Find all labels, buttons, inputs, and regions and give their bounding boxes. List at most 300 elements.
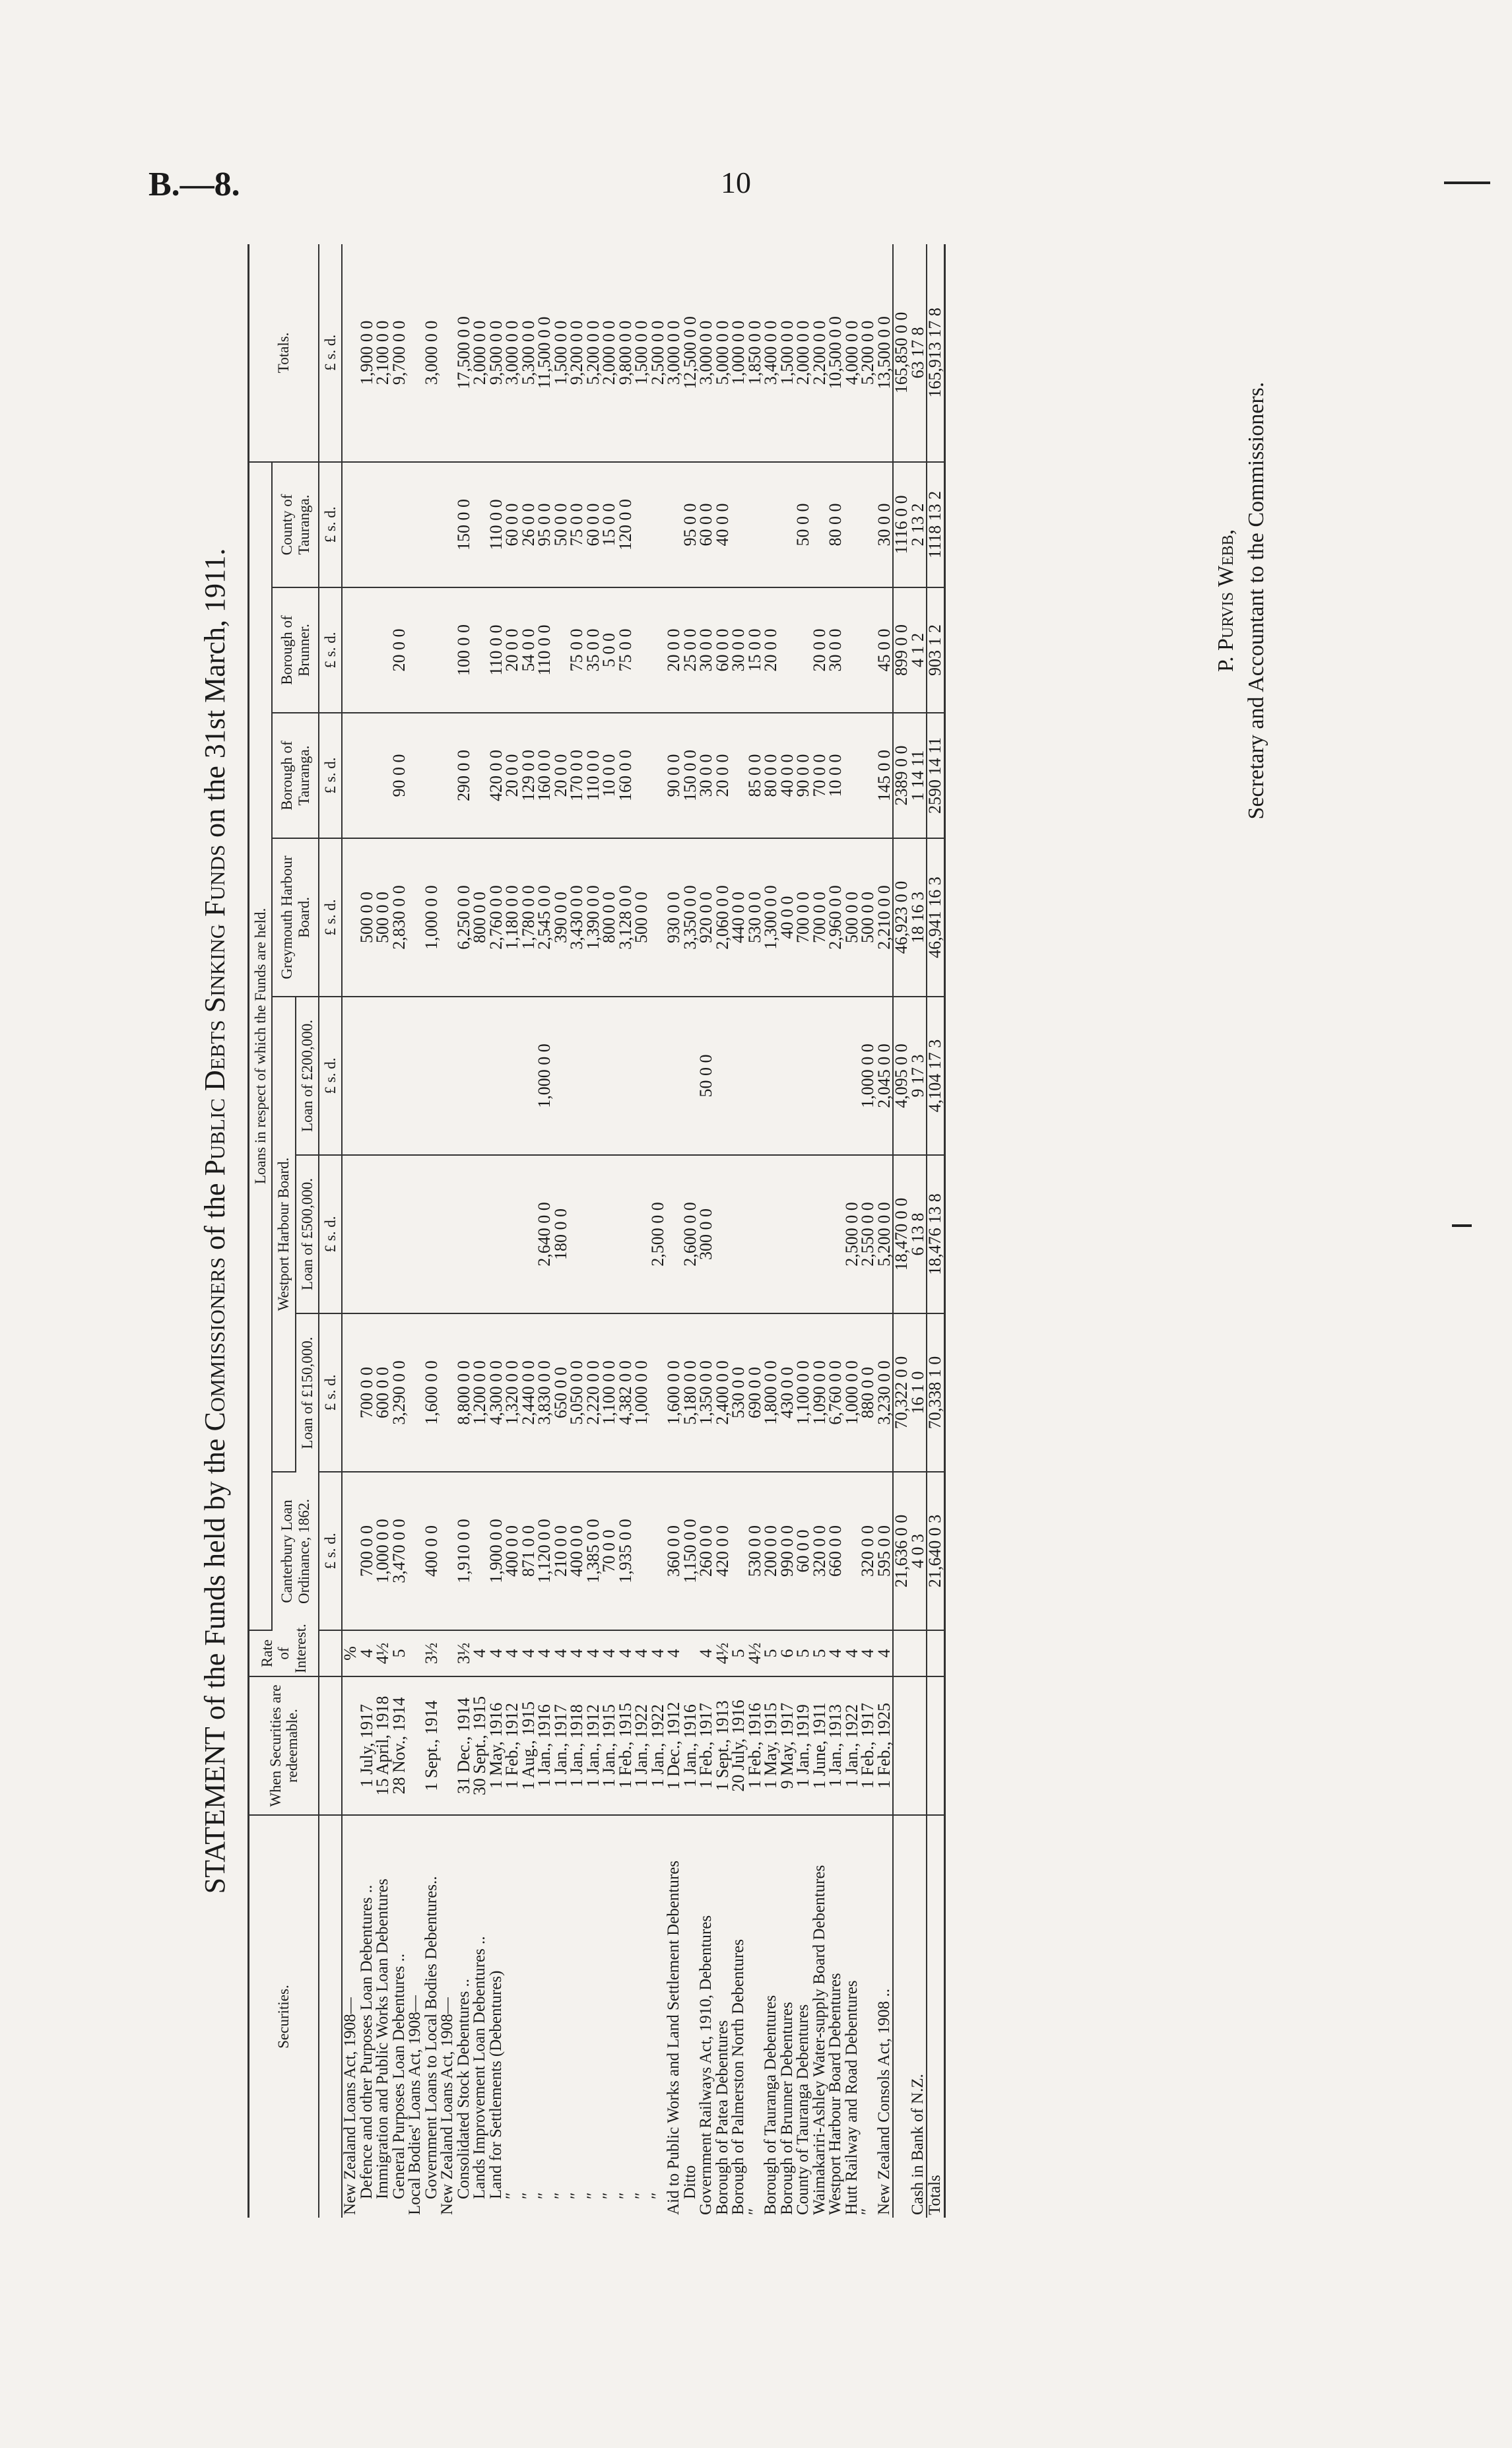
westport-500-cell: 2,550 0 0 (860, 1155, 876, 1313)
westport-500-cell (715, 1155, 731, 1313)
greymouth-cell: 930 0 0 (666, 838, 682, 997)
brunner-cell: 54 0 0 (521, 587, 537, 713)
table-row (618, 244, 634, 2218)
greymouth-cell: 2,545 0 0 (537, 838, 553, 997)
westport-500-cell (488, 1155, 505, 1313)
westport-150-cell: 2,440 0 0 (521, 1313, 537, 1472)
greymouth-cell: 390 0 0 (553, 838, 570, 997)
security-cell: Westport Harbour Board Debentures (826, 1973, 845, 2215)
security-cell: Borough of Palmerston North Debentures (729, 1939, 748, 2215)
table-row (359, 244, 376, 2218)
westport-200-cell (391, 997, 408, 1155)
tauranga-county-cell: 95 0 0 (537, 462, 553, 587)
westport-500-cell: 5,200 0 0 (876, 1155, 894, 1313)
table-row (927, 244, 944, 2218)
total-cell: 1,000 0 0 (731, 244, 747, 462)
canterbury-cell (472, 1472, 488, 1630)
westport-150-cell: 530 0 0 (731, 1313, 747, 1472)
table-row (876, 244, 894, 2218)
canterbury-cell (407, 1472, 424, 1630)
greymouth-cell: 1,780 0 0 (521, 838, 537, 997)
greymouth-cell: 1,180 0 0 (504, 838, 521, 997)
canterbury-cell: 595 0 0 (876, 1472, 894, 1630)
security-cell: New Zealand Loans Act, 1908— (438, 1997, 457, 2215)
tauranga-borough-cell: 150 0 0 (682, 713, 699, 838)
canterbury-cell: 21,636 0 0 (893, 1472, 910, 1630)
tauranga-county-cell (472, 462, 488, 587)
westport-200-cell (424, 997, 440, 1155)
tauranga-borough-cell (359, 713, 376, 838)
westport-500-cell (812, 1155, 828, 1313)
canterbury-cell: 871 0 0 (521, 1472, 537, 1630)
rate-cell: 4 (521, 1630, 537, 1676)
tauranga-borough-cell (375, 713, 391, 838)
westport-500-cell: 2,500 0 0 (650, 1155, 667, 1313)
brunner-cell: 899 0 0 (893, 587, 910, 713)
security-cell: ″ (600, 2192, 618, 2199)
greymouth-cell: 700 0 0 (795, 838, 812, 997)
rate-cell: 4 (569, 1630, 585, 1676)
westport-200-cell (585, 997, 602, 1155)
table-row (731, 244, 747, 2218)
brunner-cell (407, 587, 424, 713)
rate-cell: 4 (666, 1630, 682, 1676)
canterbury-cell (731, 1472, 747, 1630)
tauranga-county-cell (391, 462, 408, 587)
westport-500-cell (666, 1155, 682, 1313)
tauranga-county-cell (375, 462, 391, 587)
units-label: £ s. d. (319, 1155, 342, 1313)
total-cell: 10,500 0 0 (828, 244, 844, 462)
tauranga-county-cell: 30 0 0 (876, 462, 894, 587)
canterbury-cell: 260 0 0 (698, 1472, 715, 1630)
westport-500-cell: 300 0 0 (698, 1155, 715, 1313)
westport-150-cell: 8,800 0 0 (456, 1313, 473, 1472)
table-row (440, 244, 456, 2218)
brunner-cell: 60 0 0 (715, 587, 731, 713)
tauranga-county-cell: 110 0 0 (488, 462, 505, 587)
canterbury-cell: 210 0 0 (553, 1472, 570, 1630)
table-row (342, 244, 359, 2218)
brunner-cell: 20 0 0 (504, 587, 521, 713)
table-row (424, 244, 440, 2218)
security-cell: New Zealand Loans Act, 1908— (341, 1997, 360, 2215)
tauranga-borough-cell: 20 0 0 (553, 713, 570, 838)
tauranga-county-cell (342, 462, 359, 587)
tauranga-borough-cell: 20 0 0 (504, 713, 521, 838)
col-westport-150: Loan of £150,000. (296, 1313, 319, 1472)
greymouth-cell (440, 838, 456, 997)
westport-150-cell: 690 0 0 (747, 1313, 764, 1472)
westport-150-cell: 2,220 0 0 (585, 1313, 602, 1472)
redeemable-cell: 1 Feb., 1917 (860, 1676, 876, 1815)
westport-150-cell: 430 0 0 (779, 1313, 796, 1472)
redeemable-cell: 1 Feb., 1916 (747, 1676, 764, 1815)
canterbury-cell: 400 0 0 (424, 1472, 440, 1630)
tauranga-borough-cell: 30 0 0 (698, 713, 715, 838)
westport-500-cell (424, 1155, 440, 1313)
brunner-cell (472, 587, 488, 713)
westport-500-cell (828, 1155, 844, 1313)
units-row (319, 1815, 342, 2218)
canterbury-cell: 60 0 0 (795, 1472, 812, 1630)
total-cell: 3,000 0 0 (698, 244, 715, 462)
total-cell: 4,000 0 0 (844, 244, 861, 462)
table-row (666, 244, 682, 2218)
total-cell: 63 17 8 (910, 244, 927, 462)
greymouth-cell: 500 0 0 (359, 838, 376, 997)
canterbury-cell: 360 0 0 (666, 1472, 682, 1630)
rate-cell (927, 1630, 944, 1676)
canterbury-cell (440, 1472, 456, 1630)
westport-200-cell (634, 997, 650, 1155)
redeemable-cell (927, 1676, 944, 1815)
westport-200-cell: 50 0 0 (698, 997, 715, 1155)
canterbury-cell: 1,910 0 0 (456, 1472, 473, 1630)
page-number: 10 (721, 166, 751, 199)
tauranga-borough-cell (424, 713, 440, 838)
security-cell: Totals (927, 1815, 944, 2218)
westport-150-cell: 1,000 0 0 (844, 1313, 861, 1472)
table-row (537, 244, 553, 2218)
total-cell: 9,200 0 0 (569, 244, 585, 462)
westport-150-cell: 2,400 0 0 (715, 1313, 731, 1472)
brunner-cell (634, 587, 650, 713)
westport-200-cell (618, 997, 634, 1155)
total-cell (407, 244, 424, 462)
canterbury-cell: 400 0 0 (569, 1472, 585, 1630)
brunner-cell: 45 0 0 (876, 587, 894, 713)
canterbury-cell: 660 0 0 (828, 1472, 844, 1630)
total-cell (440, 244, 456, 462)
westport-500-cell (440, 1155, 456, 1313)
greymouth-cell: 2,210 0 0 (876, 838, 894, 997)
rate-cell: 4 (876, 1630, 894, 1676)
total-cell: 5,300 0 0 (521, 244, 537, 462)
brunner-cell (844, 587, 861, 713)
total-cell: 17,500 0 0 (456, 244, 473, 462)
westport-200-cell (747, 997, 764, 1155)
greymouth-cell: 1,300 0 0 (763, 838, 779, 997)
westport-500-cell (795, 1155, 812, 1313)
westport-200-cell: 2,045 0 0 (876, 997, 894, 1155)
redeemable-cell (342, 1676, 359, 1815)
rate-cell (407, 1630, 424, 1676)
greymouth-cell: 2,760 0 0 (488, 838, 505, 997)
westport-150-cell: 700 0 0 (359, 1313, 376, 1472)
rate-cell: 5 (391, 1630, 408, 1676)
canterbury-cell: 1,120 0 0 (537, 1472, 553, 1630)
redeemable-cell: 1 Jan., 1913 (828, 1676, 844, 1815)
westport-200-cell: 1,000 0 0 (537, 997, 553, 1155)
redeemable-cell: 1 Feb., 1925 (876, 1676, 894, 1815)
canterbury-cell: 1,150 0 0 (682, 1472, 699, 1630)
security-cell: Cash in Bank of N.Z. (908, 2074, 927, 2215)
security-cell: ″ (568, 2192, 586, 2199)
tauranga-borough-cell: 290 0 0 (456, 713, 473, 838)
brunner-cell: 110 0 0 (537, 587, 553, 713)
tauranga-county-cell (407, 462, 424, 587)
westport-200-cell (456, 997, 473, 1155)
margin-mark (1452, 1224, 1472, 1227)
redeemable-cell: 1 June, 1911 (812, 1676, 828, 1815)
security-cell: Defence and other Purposes Loan Debentures .. (357, 1884, 376, 2199)
rate-cell: 4 (601, 1630, 618, 1676)
westport-200-cell (779, 997, 796, 1155)
redeemable-cell: 1 Jan., 1916 (537, 1676, 553, 1815)
tauranga-county-cell (359, 462, 376, 587)
canterbury-cell: 320 0 0 (812, 1472, 828, 1630)
units-label: £ s. d. (319, 462, 342, 587)
tauranga-borough-cell: 20 0 0 (715, 713, 731, 838)
security-cell: Ditto (680, 2165, 699, 2199)
tauranga-borough-cell: 10 0 0 (828, 713, 844, 838)
total-cell: 2,200 0 0 (812, 244, 828, 462)
security-cell: ″ (859, 2208, 877, 2215)
greymouth-cell: 40 0 0 (779, 838, 796, 997)
col-tauranga-county: County of Tauranga. (272, 462, 319, 587)
rate-cell: 3½ (424, 1630, 440, 1676)
signatory-role: Secretary and Accountant to the Commissioners. (1243, 381, 1268, 820)
units-label: £ s. d. (319, 587, 342, 713)
westport-150-cell: 70,338 1 0 (927, 1313, 944, 1472)
westport-200-cell (731, 997, 747, 1155)
security-cell: ″ (551, 2192, 570, 2199)
total-cell: 5,200 0 0 (585, 244, 602, 462)
col-securities: Securities. (249, 1815, 319, 2218)
greymouth-cell: 500 0 0 (860, 838, 876, 997)
westport-200-cell (407, 997, 424, 1155)
greymouth-cell: 3,430 0 0 (569, 838, 585, 997)
brunner-cell: 35 0 0 (585, 587, 602, 713)
tauranga-borough-cell (860, 713, 876, 838)
westport-500-cell: 2,600 0 0 (682, 1155, 699, 1313)
westport-150-cell: 3,290 0 0 (391, 1313, 408, 1472)
redeemable-cell: 20 July, 1916 (731, 1676, 747, 1815)
table-row (650, 244, 667, 2218)
westport-150-cell: 1,800 0 0 (763, 1313, 779, 1472)
westport-500-cell: 6 13 8 (910, 1155, 927, 1313)
tauranga-county-cell: 95 0 0 (682, 462, 699, 587)
tauranga-borough-cell: 2590 14 11 (927, 713, 944, 838)
tauranga-borough-cell: 90 0 0 (666, 713, 682, 838)
total-cell: 11,500 0 0 (537, 244, 553, 462)
total-cell: 13,500 0 0 (876, 244, 894, 462)
tauranga-county-cell: 60 0 0 (698, 462, 715, 587)
col-canterbury: Canterbury Loan Ordinance, 1862. (272, 1472, 319, 1630)
canterbury-cell: 320 0 0 (860, 1472, 876, 1630)
westport-200-cell (440, 997, 456, 1155)
westport-500-cell (618, 1155, 634, 1313)
total-cell: 2,000 0 0 (601, 244, 618, 462)
col-rate: Rate of Interest. (249, 1630, 319, 1676)
tauranga-county-cell: 1116 0 0 (893, 462, 910, 587)
units-label: £ s. d. (319, 838, 342, 997)
rate-cell: 5 (763, 1630, 779, 1676)
rate-cell: 4½ (375, 1630, 391, 1676)
westport-150-cell: 1,600 0 0 (666, 1313, 682, 1472)
redeemable-cell (407, 1676, 424, 1815)
tauranga-borough-cell: 420 0 0 (488, 713, 505, 838)
greymouth-cell: 1,000 0 0 (424, 838, 440, 997)
greymouth-cell: 2,060 0 0 (715, 838, 731, 997)
greymouth-cell: 1,390 0 0 (585, 838, 602, 997)
brunner-cell: 30 0 0 (828, 587, 844, 713)
canterbury-cell: 4 0 3 (910, 1472, 927, 1630)
col-loans-group: Loans in respect of which the Funds are held. (249, 462, 273, 1630)
tauranga-county-cell: 60 0 0 (504, 462, 521, 587)
tauranga-county-cell: 75 0 0 (569, 462, 585, 587)
redeemable-cell: 1 May, 1915 (763, 1676, 779, 1815)
rate-cell: 6 (779, 1630, 796, 1676)
tauranga-county-cell (424, 462, 440, 587)
table-row (893, 244, 910, 2218)
tauranga-borough-cell: 90 0 0 (795, 713, 812, 838)
canterbury-cell: 1,935 0 0 (618, 1472, 634, 1630)
westport-500-cell (747, 1155, 764, 1313)
canterbury-cell (634, 1472, 650, 1630)
westport-150-cell: 16 1 0 (910, 1313, 927, 1472)
units-label: £ s. d. (319, 244, 342, 462)
greymouth-cell: 920 0 0 (698, 838, 715, 997)
redeemable-cell: 31 Dec., 1914 (456, 1676, 473, 1815)
table-row (910, 244, 927, 2218)
greymouth-cell: 46,923 0 0 (893, 838, 910, 997)
tauranga-county-cell (763, 462, 779, 587)
brunner-cell: 75 0 0 (618, 587, 634, 713)
westport-150-cell: 1,200 0 0 (472, 1313, 488, 1472)
westport-500-cell (407, 1155, 424, 1313)
brunner-cell: 5 0 0 (601, 587, 618, 713)
total-cell: 5,000 0 0 (715, 244, 731, 462)
westport-150-cell: 1,100 0 0 (795, 1313, 812, 1472)
security-cell: Borough of Patea Debentures (713, 2020, 731, 2215)
redeemable-cell: 1 Jan., 1917 (553, 1676, 570, 1815)
westport-500-cell (504, 1155, 521, 1313)
brunner-cell: 100 0 0 (456, 587, 473, 713)
security-cell: ″ (583, 2192, 602, 2199)
brunner-cell: 903 1 2 (927, 587, 944, 713)
tauranga-county-cell: 2 13 2 (910, 462, 927, 587)
security-cell: Local Bodies' Loans Act, 1908— (406, 1995, 424, 2215)
signature-block (1211, 304, 1272, 898)
total-cell: 2,000 0 0 (795, 244, 812, 462)
tauranga-borough-cell (731, 713, 747, 838)
westport-150-cell: 1,600 0 0 (424, 1313, 440, 1472)
total-cell: 1,500 0 0 (634, 244, 650, 462)
total-cell: 9,700 0 0 (391, 244, 408, 462)
canterbury-cell: 1,000 0 0 (375, 1472, 391, 1630)
security-cell: Lands Improvement Loan Debentures .. (471, 1936, 489, 2199)
westport-500-cell (763, 1155, 779, 1313)
rate-cell: 5 (731, 1630, 747, 1676)
rate-cell: 4 (537, 1630, 553, 1676)
total-cell: 1,500 0 0 (553, 244, 570, 462)
tauranga-borough-cell: 129 0 0 (521, 713, 537, 838)
westport-200-cell (359, 997, 376, 1155)
units-label: £ s. d. (319, 713, 342, 838)
redeemable-cell: 30 Sept., 1915 (472, 1676, 488, 1815)
rate-cell: 4 (860, 1630, 876, 1676)
rate-cell: 4 (553, 1630, 570, 1676)
westport-200-cell (715, 997, 731, 1155)
westport-200-cell (601, 997, 618, 1155)
brunner-cell: 20 0 0 (666, 587, 682, 713)
signatory-name: P. Purvis Webb, (1214, 529, 1238, 673)
westport-150-cell: 5,050 0 0 (569, 1313, 585, 1472)
westport-150-cell: 1,000 0 0 (634, 1313, 650, 1472)
westport-150-cell: 5,180 0 0 (682, 1313, 699, 1472)
table-row (472, 244, 488, 2218)
westport-150-cell: 1,350 0 0 (698, 1313, 715, 1472)
rate-cell: 5 (812, 1630, 828, 1676)
brunner-cell (342, 587, 359, 713)
greymouth-cell: 800 0 0 (472, 838, 488, 997)
canterbury-cell: 700 0 0 (359, 1472, 376, 1630)
canterbury-cell: 21,640 0 3 (927, 1472, 944, 1630)
table-row (795, 244, 812, 2218)
brunner-cell: 30 0 0 (731, 587, 747, 713)
col-westport-group: Westport Harbour Board. (272, 997, 295, 1472)
westport-200-cell: 4,095 0 0 (893, 997, 910, 1155)
westport-500-cell (634, 1155, 650, 1313)
greymouth-cell: 700 0 0 (812, 838, 828, 997)
westport-150-cell: 70,322 0 0 (893, 1313, 910, 1472)
canterbury-cell: 3,470 0 0 (391, 1472, 408, 1630)
rate-cell: 4 (504, 1630, 521, 1676)
westport-500-cell: 18,470 0 0 (893, 1155, 910, 1313)
tauranga-county-cell: 15 0 0 (601, 462, 618, 587)
westport-150-cell: 3,830 0 0 (537, 1313, 553, 1472)
security-cell: Consolidated Stock Debentures .. (454, 1979, 473, 2199)
tauranga-borough-cell: 145 0 0 (876, 713, 894, 838)
redeemable-cell: 9 May, 1917 (779, 1676, 796, 1815)
brunner-cell: 30 0 0 (698, 587, 715, 713)
total-cell: 9,800 0 0 (618, 244, 634, 462)
col-redeemable: When Securities are redeemable. (249, 1676, 319, 1815)
rate-cell: 4½ (747, 1630, 764, 1676)
westport-150-cell: 3,230 0 0 (876, 1313, 894, 1472)
rate-cell: 4 (585, 1630, 602, 1676)
canterbury-cell: 1,900 0 0 (488, 1472, 505, 1630)
greymouth-cell: 500 0 0 (634, 838, 650, 997)
westport-150-cell (407, 1313, 424, 1472)
redeemable-cell: 1 Feb., 1915 (618, 1676, 634, 1815)
canterbury-cell: 1,385 0 0 (585, 1472, 602, 1630)
redeemable-cell: 1 Feb., 1917 (698, 1676, 715, 1815)
redeemable-cell: 1 Jan., 1915 (601, 1676, 618, 1815)
westport-500-cell (391, 1155, 408, 1313)
brunner-cell (424, 587, 440, 713)
westport-500-cell (342, 1155, 359, 1313)
westport-500-cell (472, 1155, 488, 1313)
table-row (407, 244, 424, 2218)
rate-cell: 4 (634, 1630, 650, 1676)
table-row (828, 244, 844, 2218)
redeemable-cell: 1 Jan., 1916 (682, 1676, 699, 1815)
table-row (569, 244, 585, 2218)
tauranga-borough-cell (634, 713, 650, 838)
redeemable-cell: 1 Sept., 1914 (424, 1676, 440, 1815)
westport-500-cell: 2,500 0 0 (844, 1155, 861, 1313)
redeemable-cell: 1 Dec., 1912 (666, 1676, 682, 1815)
tauranga-county-cell: 50 0 0 (795, 462, 812, 587)
tauranga-county-cell (860, 462, 876, 587)
table-row (391, 244, 408, 2218)
westport-200-cell (763, 997, 779, 1155)
westport-200-cell: 4,104 17 3 (927, 997, 944, 1155)
security-cell: Government Railways Act, 1910, Debentures (697, 1915, 715, 2215)
